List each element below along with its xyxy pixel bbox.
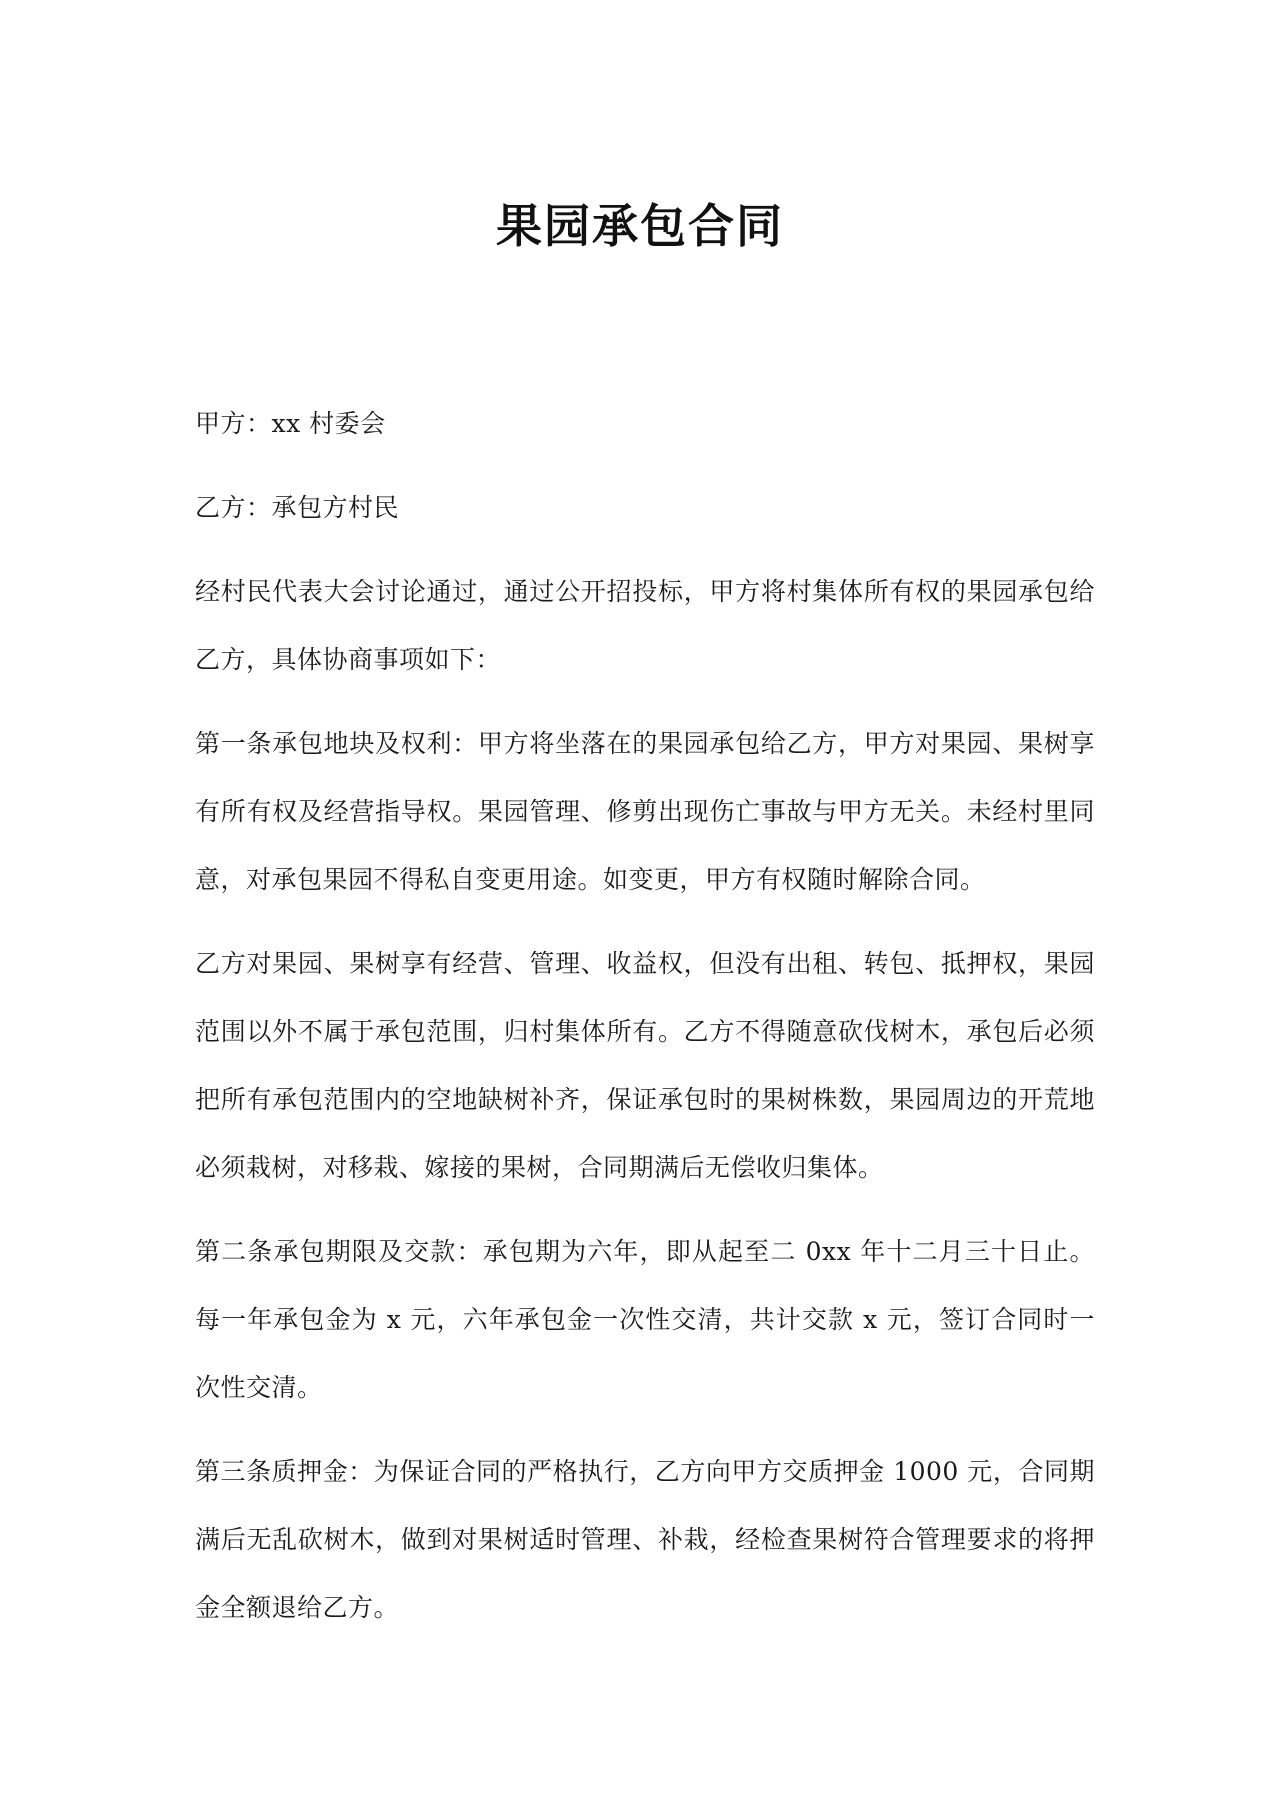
document-body [195, 390, 1095, 1658]
party-a-line: 甲方：xx 村委会 [195, 409, 386, 438]
party-b-line: 乙方：承包方村民 [195, 493, 400, 522]
paragraph-article-2: 第二条承包期限及交款：承包期为六年，即从起至二 0xx 年十二月三十日止。每一年承包金为 x 元，六年承包金一次性交清，共计交款 x 元，签订合同时一次性交清。 [195, 1237, 1095, 1402]
paragraph-article-1-rights: 乙方对果园、果树享有经营、管理、收益权，但没有出租、转包、抵押权，果园范围以外不属于承包范围，归村集体所有。乙方不得随意砍伐树木，承包后必须把所有承包范围内的空地缺树补齐，保证承包时的果树株数，果园周边的开荒地必须栽树，对移栽、嫁接的果树，合同期满后无偿收归集体。 [195, 949, 1095, 1182]
paragraph-article-3: 第三条质押金：为保证合同的严格执行，乙方向甲方交质押金 1000 元，合同期满后无乱砍树木，做到对果树适时管理、补栽，经检查果树符合管理要求的将押金全额退给乙方。 [195, 1457, 1095, 1622]
paragraph-intro: 经村民代表大会讨论通过，通过公开招投标，甲方将村集体所有权的果园承包给乙方，具体协商事项如下： [195, 577, 1095, 674]
paragraph-article-1: 第一条承包地块及权利：甲方将坐落在的果园承包给乙方，甲方对果园、果树享有所有权及经营指导权。果园管理、修剪出现伤亡事故与甲方无关。未经村里同意，对承包果园不得私自变更用途。如变更，甲方有权随时解除合同。 [195, 729, 1095, 894]
document-title: 果园承包合同 [496, 199, 784, 253]
